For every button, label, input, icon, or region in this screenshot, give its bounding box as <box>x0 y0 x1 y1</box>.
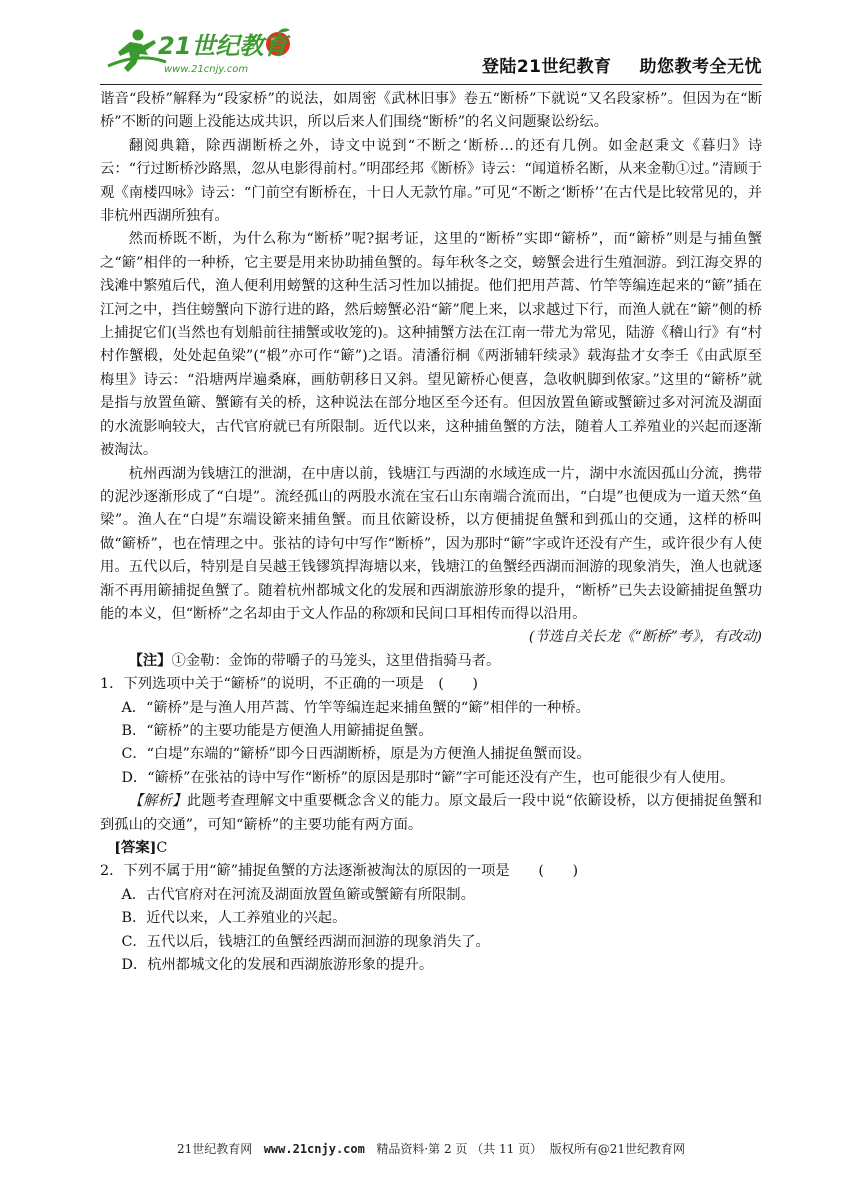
note-tag: 【注】 <box>128 652 172 669</box>
footer-site: 21世纪教育网 <box>176 1142 253 1156</box>
question-1-option-b: B．“簖桥”的主要功能是方便渔人用簖捕捉鱼蟹。 <box>121 722 433 739</box>
paragraph-3: 然而桥既不断，为什么称为“断桥”呢?据考证，这里的“断桥”实即“簖桥”，而“簖桥”则是与捕鱼蟹之“簖”相伴的一种桥，它主要是用来协助捕鱼蟹的。每年秋冬之交，螃蟹会进行生殖洄游。到江海交界的浅滩中繁殖后代，渔人便利用螃蟹的这种生活习性加以捕捉。他们把用芦蒿、竹竿等编连起来的“簖”插在江河之中，挡住螃蟹向下游行进的路，然后螃蟹必沿“簖”爬上来，以求越过下行，而渔人就在“簖”侧的桥上捕捉它们(当然也有划船前往捕蟹或收笼的)。这种捕蟹方法在江南一带尤为常见，陆游《稽山行》有“村村作蟹椴，处处起鱼梁”(“椴”亦可作“簖”)之语。清潘衍桐《两浙辅轩续录》载海盐才女李壬《由武原至梅里》诗云：“沿塘两岸遍桑麻，画舫朝移日又斜。望见簖桥心便喜，急收帆脚到侬家。”这里的“簖桥”就是指与放置鱼簖、蟹簖有关的桥，这种说法在部分地区至今还有。但因放置鱼簖或蟹簖过多对河流及湖面的水流影响较大，古代官府就已有所限制。近代以来，这种捕鱼蟹的方法，随着人工养殖业的兴起而逐渐被淘汰。 <box>100 231 762 459</box>
answer-tag: [答案] <box>114 840 157 856</box>
question-1-stem: 1．下列选项中关于“簖桥”的说明，不正确的一项是 ( ) <box>100 676 478 693</box>
slogan-left: 登陆21世纪教育 <box>481 57 612 77</box>
site-logo <box>100 22 300 80</box>
question-1-analysis <box>100 790 762 837</box>
footer-url: www.21cnjy.com <box>263 1142 365 1156</box>
question-1-option-d: D．“簖桥”在张祜的诗中写作“断桥”的原因是那时“簖”字可能还没有产生，也可能很少有人使用。 <box>121 769 735 786</box>
question-2-option-a: A．古代官府对在河流及湖面放置鱼簖或蟹簖有所限制。 <box>121 886 475 903</box>
note <box>100 650 762 673</box>
paragraph-1: 谐音“段桥”解释为“段家桥”的说法，如周密《武林旧事》卷五“断桥”下就说“又名段家桥”。但因为在“断桥”不断的问题上没能达成共识，所以后来人们围绕“断桥”的名义问题聚讼纷纭。 <box>100 91 762 131</box>
analysis-text: 此题考查理解文中重要概念含义的能力。原文最后一段中说“依簖设桥，以方便捕捉鱼蟹和到孤山的交通”，可知“簖桥”的主要功能有两方面。 <box>100 793 763 833</box>
footer-page-info: 精品资料·第 2 页 （共 11 页） <box>376 1142 543 1156</box>
header-slogan <box>482 52 762 77</box>
document-body <box>100 88 762 977</box>
question-2-option-d: D．杭州都城文化的发展和西湖旅游形象的提升。 <box>121 957 434 974</box>
question-2-stem: 2．下列不属于用“簖”捕捉鱼蟹的方法逐渐被淘汰的原因的一项是 ( ) <box>100 863 579 880</box>
question-2-option-b: B．近代以来，人工养殖业的兴起。 <box>121 910 347 927</box>
question-2-option-c: C．五代以后，钱塘江的鱼蟹经西湖而洄游的现象消失了。 <box>121 933 490 950</box>
page-footer <box>100 1140 762 1157</box>
footer-rights: 版权所有@21世纪教育网 <box>549 1142 686 1156</box>
logo-url: www.21cnjy.com <box>164 64 249 75</box>
note-text: ①金勒：金饰的带嚼子的马笼头，这里借指骑马者。 <box>171 652 501 669</box>
question-1-option-c: C．“白堤”东端的“簖桥”即今日西湖断桥，原是为方便渔人捕捉鱼蟹而设。 <box>121 746 591 763</box>
page-header <box>100 22 762 82</box>
logo-wordmark: 21世纪教育 <box>158 32 288 60</box>
source-citation: (节选自关长龙《“断桥”考》，有改动) <box>528 629 762 646</box>
paragraph-4: 杭州西湖为钱塘江的泄湖，在中唐以前，钱塘江与西湖的水域连成一片，湖中水流因孤山分流，携带的泥沙逐渐形成了“白堤”。流经孤山的两股水流在宝石山东南端合流而出，“白堤”也便成为一道天然“鱼梁”。渔人在“白堤”东端设簖来捕鱼蟹。而且依簖设桥，以方便捕捉鱼蟹和到孤山的交通，这样的桥叫做“簖桥”，也在情理之中。张祜的诗句中写作“断桥”，因为那时“簖”字或许还没有产生，或许很少有人使用。五代以后，特别是自吴越王钱镠筑捍海塘以来，钱塘江的鱼蟹经西湖而洄游的现象消失，渔人也就逐渐不再用簖捕捉鱼蟹了。随着杭州都城文化的发展和西湖旅游形象的提升，“断桥”已失去设簖捕捉鱼蟹功能的本义，但“断桥”之名却由于文人作品的称颂和民间口耳相传而得以沿用。 <box>100 465 762 622</box>
answer-value: C <box>156 840 168 856</box>
question-1-option-a: A．“簖桥”是与渔人用芦蒿、竹竿等编连起来捕鱼蟹的“簖”相伴的一种桥。 <box>121 699 590 716</box>
analysis-tag: 【解析】 <box>128 793 187 810</box>
slogan-right: 助您教考全无忧 <box>639 57 762 77</box>
paragraph-2: 翻阅典籍，除西湖断桥之外，诗文中说到“不断之‘断桥…的还有几例。如金赵秉文《暮归》诗云：“行过断桥沙路黑，忽从电影得前村。”明邵经邦《断桥》诗云：“闻道桥名断，从来金勒①过。”清顾于观《南楼四咏》诗云：“门前空有断桥在，十日人无款竹扉。”可见“不断之‘断桥’’在古代是比较常见的，并非杭州西湖所独有。 <box>100 137 762 225</box>
header-divider <box>100 84 762 85</box>
question-1-answer <box>100 837 762 860</box>
